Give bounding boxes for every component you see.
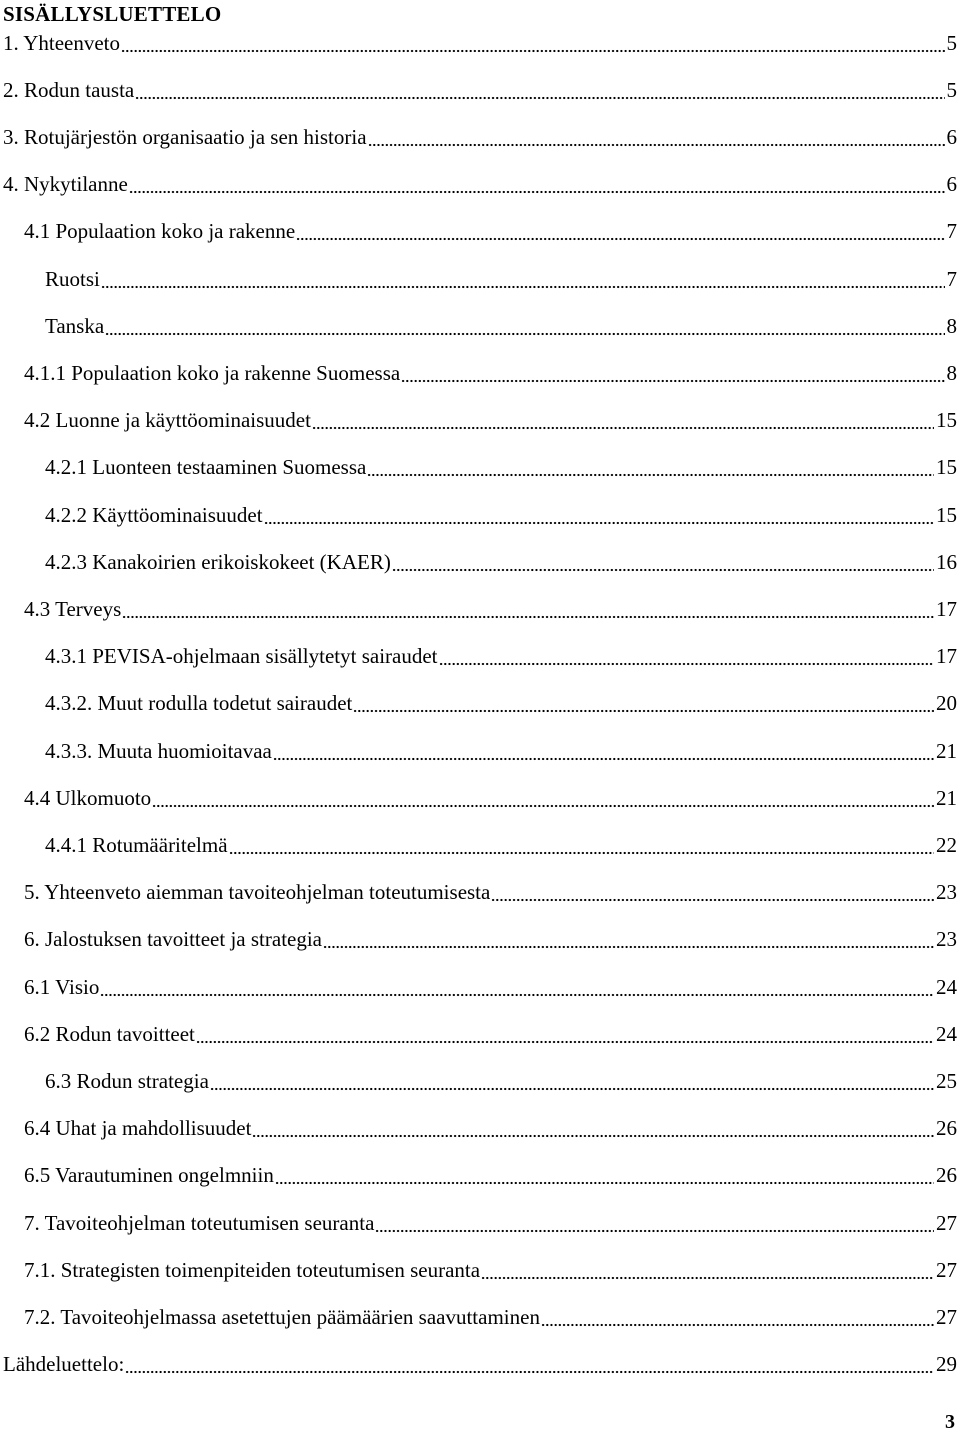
toc-dot-leader xyxy=(392,550,934,574)
toc-entry-page: 29 xyxy=(936,1352,957,1377)
toc-entry-page: 26 xyxy=(936,1163,957,1188)
toc-dot-leader xyxy=(367,455,934,479)
toc-dot-leader xyxy=(368,125,945,149)
toc-dot-leader xyxy=(273,739,934,763)
toc-entry xyxy=(24,1199,957,1246)
toc-entry xyxy=(45,821,957,868)
toc-entry-page: 6 xyxy=(946,124,957,149)
toc-entry xyxy=(24,1246,957,1293)
toc-entry xyxy=(24,1152,957,1199)
toc-entry-title: 6.1 Visio xyxy=(24,974,100,999)
toc-entry xyxy=(24,774,957,821)
toc-entry-page: 6 xyxy=(946,172,957,197)
toc-entry-title: 4.1 Populaation koko ja rakenne xyxy=(24,219,296,244)
toc-entry-page: 20 xyxy=(936,691,957,716)
toc-entry xyxy=(45,302,957,349)
toc-entry xyxy=(45,680,957,727)
toc-entry xyxy=(24,349,957,396)
toc-entry-title: 4.3.3. Muuta huomioitavaa xyxy=(45,738,272,763)
toc-entry-page: 7 xyxy=(946,266,957,291)
toc-entry xyxy=(3,1341,957,1388)
toc-entry-title: 4.3.2. Muut rodulla todetut sairaudet xyxy=(45,691,353,716)
toc-entry xyxy=(45,444,957,491)
toc-entry-title: 7.2. Tavoiteohjelmassa asetettujen päämäärien saavuttaminen xyxy=(24,1304,540,1329)
toc-dot-leader xyxy=(541,1305,934,1329)
toc-dot-leader xyxy=(101,267,945,291)
toc-dot-leader xyxy=(105,314,944,338)
toc-dot-leader xyxy=(229,833,934,857)
toc-entry xyxy=(24,585,957,632)
toc-entry-title: 4.4 Ulkomuoto xyxy=(24,785,152,810)
toc-entry-title: 4.3 Terveys xyxy=(24,596,122,621)
toc-entry-title: 4.1.1 Populaation koko ja rakenne Suomessa xyxy=(24,360,401,385)
toc-entry-title: 4.2.2 Käyttöominaisuudet xyxy=(45,502,263,527)
toc-entry-title: 4.4.1 Rotumääritelmä xyxy=(45,832,228,857)
toc-entry xyxy=(24,208,957,255)
toc-entry-page: 15 xyxy=(936,455,957,480)
toc-entry-title: Tanska xyxy=(45,313,105,338)
toc-dot-leader xyxy=(210,1069,934,1093)
toc-entry-title: 6.3 Rodun strategia xyxy=(45,1068,209,1093)
toc-dot-leader xyxy=(481,1258,934,1282)
toc-entry xyxy=(24,1105,957,1152)
toc-entry-page: 25 xyxy=(936,1068,957,1093)
toc-dot-leader xyxy=(353,691,934,715)
toc-entry-title: 3. Rotujärjestön organisaatio ja sen historia xyxy=(3,124,367,149)
toc-dot-leader xyxy=(323,927,934,951)
toc-entry xyxy=(24,1010,957,1057)
toc-entry xyxy=(24,397,957,444)
toc-entry xyxy=(24,963,957,1010)
toc-entry-page: 5 xyxy=(946,77,957,102)
toc-dot-leader xyxy=(264,503,934,527)
toc-entry-title: Ruotsi xyxy=(45,266,100,291)
toc-entry xyxy=(24,916,957,963)
toc-entry-title: 4. Nykytilanne xyxy=(3,172,128,197)
toc-entry-page: 21 xyxy=(936,785,957,810)
toc-entry-page: 27 xyxy=(936,1304,957,1329)
toc-entry xyxy=(45,255,957,302)
toc-dot-leader xyxy=(196,1022,934,1046)
toc-entry xyxy=(45,538,957,585)
toc-dot-leader xyxy=(401,361,944,385)
toc-dot-leader xyxy=(312,408,934,432)
toc-entry-page: 24 xyxy=(936,974,957,999)
toc-entry-page: 7 xyxy=(946,219,957,244)
toc-entry-page: 15 xyxy=(936,502,957,527)
toc-entry-page: 27 xyxy=(936,1210,957,1235)
toc-entry xyxy=(3,161,957,208)
toc-entry xyxy=(3,66,957,113)
toc-entry-title: 7.1. Strategisten toimenpiteiden toteutumisen seuranta xyxy=(24,1257,481,1282)
toc-entry xyxy=(24,1293,957,1340)
toc-entry xyxy=(45,1057,957,1104)
toc-entry-title: 6.5 Varautuminen ongelmniin xyxy=(24,1163,274,1188)
toc-heading: SISÄLLYSLUETTELO xyxy=(3,2,222,26)
toc-entry-title: 6.4 Uhat ja mahdollisuudet xyxy=(24,1116,252,1141)
toc-dot-leader xyxy=(491,880,934,904)
toc-entry-title: 4.2.1 Luonteen testaaminen Suomessa xyxy=(45,455,367,480)
toc-entry-page: 27 xyxy=(936,1257,957,1282)
toc-entry-title: 7. Tavoiteohjelman toteutumisen seuranta xyxy=(24,1210,375,1235)
toc-dot-leader xyxy=(275,1163,934,1187)
toc-entry-title: 4.2 Luonne ja käyttöominaisuudet xyxy=(24,408,311,433)
toc-dot-leader xyxy=(129,172,945,196)
toc-entry-title: 6.2 Rodun tavoitteet xyxy=(24,1021,195,1046)
toc-entry xyxy=(3,19,957,66)
toc-dot-leader xyxy=(100,975,934,999)
toc-entry-page: 22 xyxy=(936,832,957,857)
toc-entry-title: 5. Yhteenveto aiemman tavoiteohjelman toteutumisesta xyxy=(24,880,491,905)
toc-dot-leader xyxy=(121,31,944,55)
toc-entry xyxy=(45,727,957,774)
toc-entry-page: 24 xyxy=(936,1021,957,1046)
toc-entry-page: 15 xyxy=(936,408,957,433)
toc-entry-page: 5 xyxy=(946,30,957,55)
toc-dot-leader xyxy=(122,597,934,621)
toc-entry-page: 26 xyxy=(936,1116,957,1141)
toc-entry-page: 17 xyxy=(936,596,957,621)
toc-entry-page: 8 xyxy=(946,360,957,385)
toc-entry xyxy=(24,869,957,916)
toc-entry-page: 21 xyxy=(936,738,957,763)
toc-dot-leader xyxy=(375,1211,934,1235)
toc-entry-title: 4.2.3 Kanakoirien erikoiskokeet (KAER) xyxy=(45,549,391,574)
toc-entry-title: 6. Jalostuksen tavoitteet ja strategia xyxy=(24,927,322,952)
toc-entry-page: 17 xyxy=(936,644,957,669)
toc-dot-leader xyxy=(439,644,934,668)
toc-dot-leader xyxy=(296,219,944,243)
toc-entry-title: 4.3.1 PEVISA-ohjelmaan sisällytetyt sairaudet xyxy=(45,644,438,669)
toc-dot-leader xyxy=(135,78,944,102)
page-number: 3 xyxy=(945,1411,955,1433)
toc-dot-leader xyxy=(252,1116,934,1140)
toc-entry-page: 23 xyxy=(936,927,957,952)
toc-entry-title: 1. Yhteenveto xyxy=(3,30,121,55)
toc-entry xyxy=(45,491,957,538)
toc-entry-title: 2. Rodun tausta xyxy=(3,77,135,102)
toc-entry-title: Lähdeluettelo: xyxy=(3,1352,125,1377)
toc-dot-leader xyxy=(152,786,934,810)
toc-entry-page: 8 xyxy=(946,313,957,338)
toc-entry xyxy=(45,633,957,680)
toc-dot-leader xyxy=(125,1352,934,1376)
toc-entry xyxy=(3,113,957,160)
toc-entry-page: 23 xyxy=(936,880,957,905)
toc-entry-page: 16 xyxy=(936,549,957,574)
